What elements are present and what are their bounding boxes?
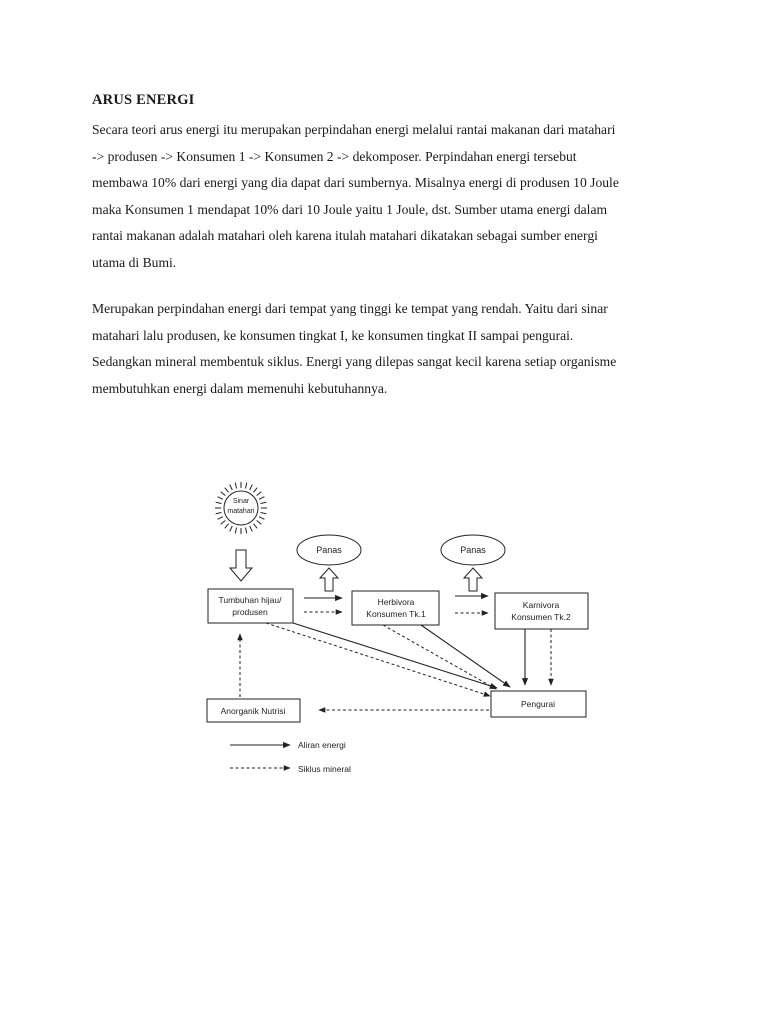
sun-ray <box>257 492 262 496</box>
sun-ray <box>216 502 222 503</box>
paragraph-line: Sedangkan mineral membentuk siklus. Energi yang dilepas sangat kecil karena setiap organisme <box>92 354 617 369</box>
sun-ray <box>221 492 226 496</box>
herbivore-label: Herbivora <box>377 597 415 607</box>
decomposer-label: Pengurai <box>520 699 556 709</box>
sun-ray <box>230 526 233 531</box>
producer-label: produsen <box>232 607 268 617</box>
sun-ray <box>253 524 257 529</box>
sun-ray <box>235 483 236 489</box>
carnivore-label: Karnivora <box>522 600 560 610</box>
heat-arrow-icon <box>464 568 482 591</box>
heat-label: Panas <box>460 545 486 555</box>
carnivore-label: Konsumen Tk.2 <box>511 612 571 622</box>
paragraph-line: utama di Bumi. <box>92 254 177 270</box>
legend-mineral-label: Siklus mineral <box>298 764 351 774</box>
legend-energy-label: Aliran energi <box>298 740 346 750</box>
sun-ray <box>218 517 223 520</box>
page-title: ARUS ENERGI <box>92 92 195 108</box>
sun-ray <box>216 512 222 513</box>
paragraph-line: -> produsen -> Konsumen 1 -> Konsumen 2 -> dekomposer. Perpindahan energi tersebut <box>92 148 577 164</box>
sun-ray <box>230 485 233 490</box>
sun-ray <box>257 520 262 524</box>
energy-arrow <box>293 623 497 688</box>
sun-ray <box>260 502 266 503</box>
paragraph-line: Secara teori arus energi itu merupakan perpindahan energi melalui rantai makanan dari matahari <box>92 122 616 137</box>
sun-ray <box>245 483 246 489</box>
paragraph-line: matahari lalu produsen, ke konsumen tingkat I, ke konsumen tingkat II sampai pengurai. <box>92 327 574 343</box>
producer-label: Tumbuhan hijau/ <box>218 595 282 605</box>
sun-ray <box>260 512 266 513</box>
paragraph-line: maka Konsumen 1 mendapat 10% dari 10 Joule yaitu 1 Joule, dst. Sumber utama energi dalam <box>92 201 608 217</box>
sun-ray <box>253 488 257 493</box>
sun-ray <box>250 485 253 490</box>
sun-ray <box>250 526 253 531</box>
paragraph-line: membutuhkan energi dalam memenuhi kebutuhannya. <box>92 380 388 396</box>
paragraph-line: membawa 10% dari energi yang dia dapat dari sumbernya. Misalnya energi di produsen 10 Joule <box>92 175 619 190</box>
herbivore-label: Konsumen Tk.1 <box>366 609 426 619</box>
heat-label: Panas <box>316 545 342 555</box>
sun-ray <box>218 497 223 500</box>
sun-ray <box>235 527 236 533</box>
sun-ray <box>225 524 229 529</box>
sun-ray <box>221 520 226 524</box>
sun-label-line: matahari <box>227 508 255 515</box>
sunlight-arrow-icon <box>230 550 252 581</box>
carnivore-box <box>495 593 588 629</box>
heat-arrow-icon <box>320 568 338 591</box>
mineral-arrow <box>266 623 490 696</box>
sun-icon <box>215 482 267 534</box>
sun-ray <box>259 497 264 500</box>
inorganic-label: Anorganik Nutrisi <box>220 706 286 716</box>
paragraph-line: Merupakan perpindahan energi dari tempat yang tinggi ke tempat yang rendah. Yaitu dari sinar <box>92 301 608 316</box>
sun-ray <box>245 527 246 533</box>
sun-ray <box>225 488 229 493</box>
sun-label-line: Sinar <box>232 498 250 505</box>
paragraph-line: rantai makanan adalah matahari oleh karena itulah matahari dikatakan sebagai sumber energi <box>92 228 598 243</box>
sun-ray <box>259 517 264 520</box>
